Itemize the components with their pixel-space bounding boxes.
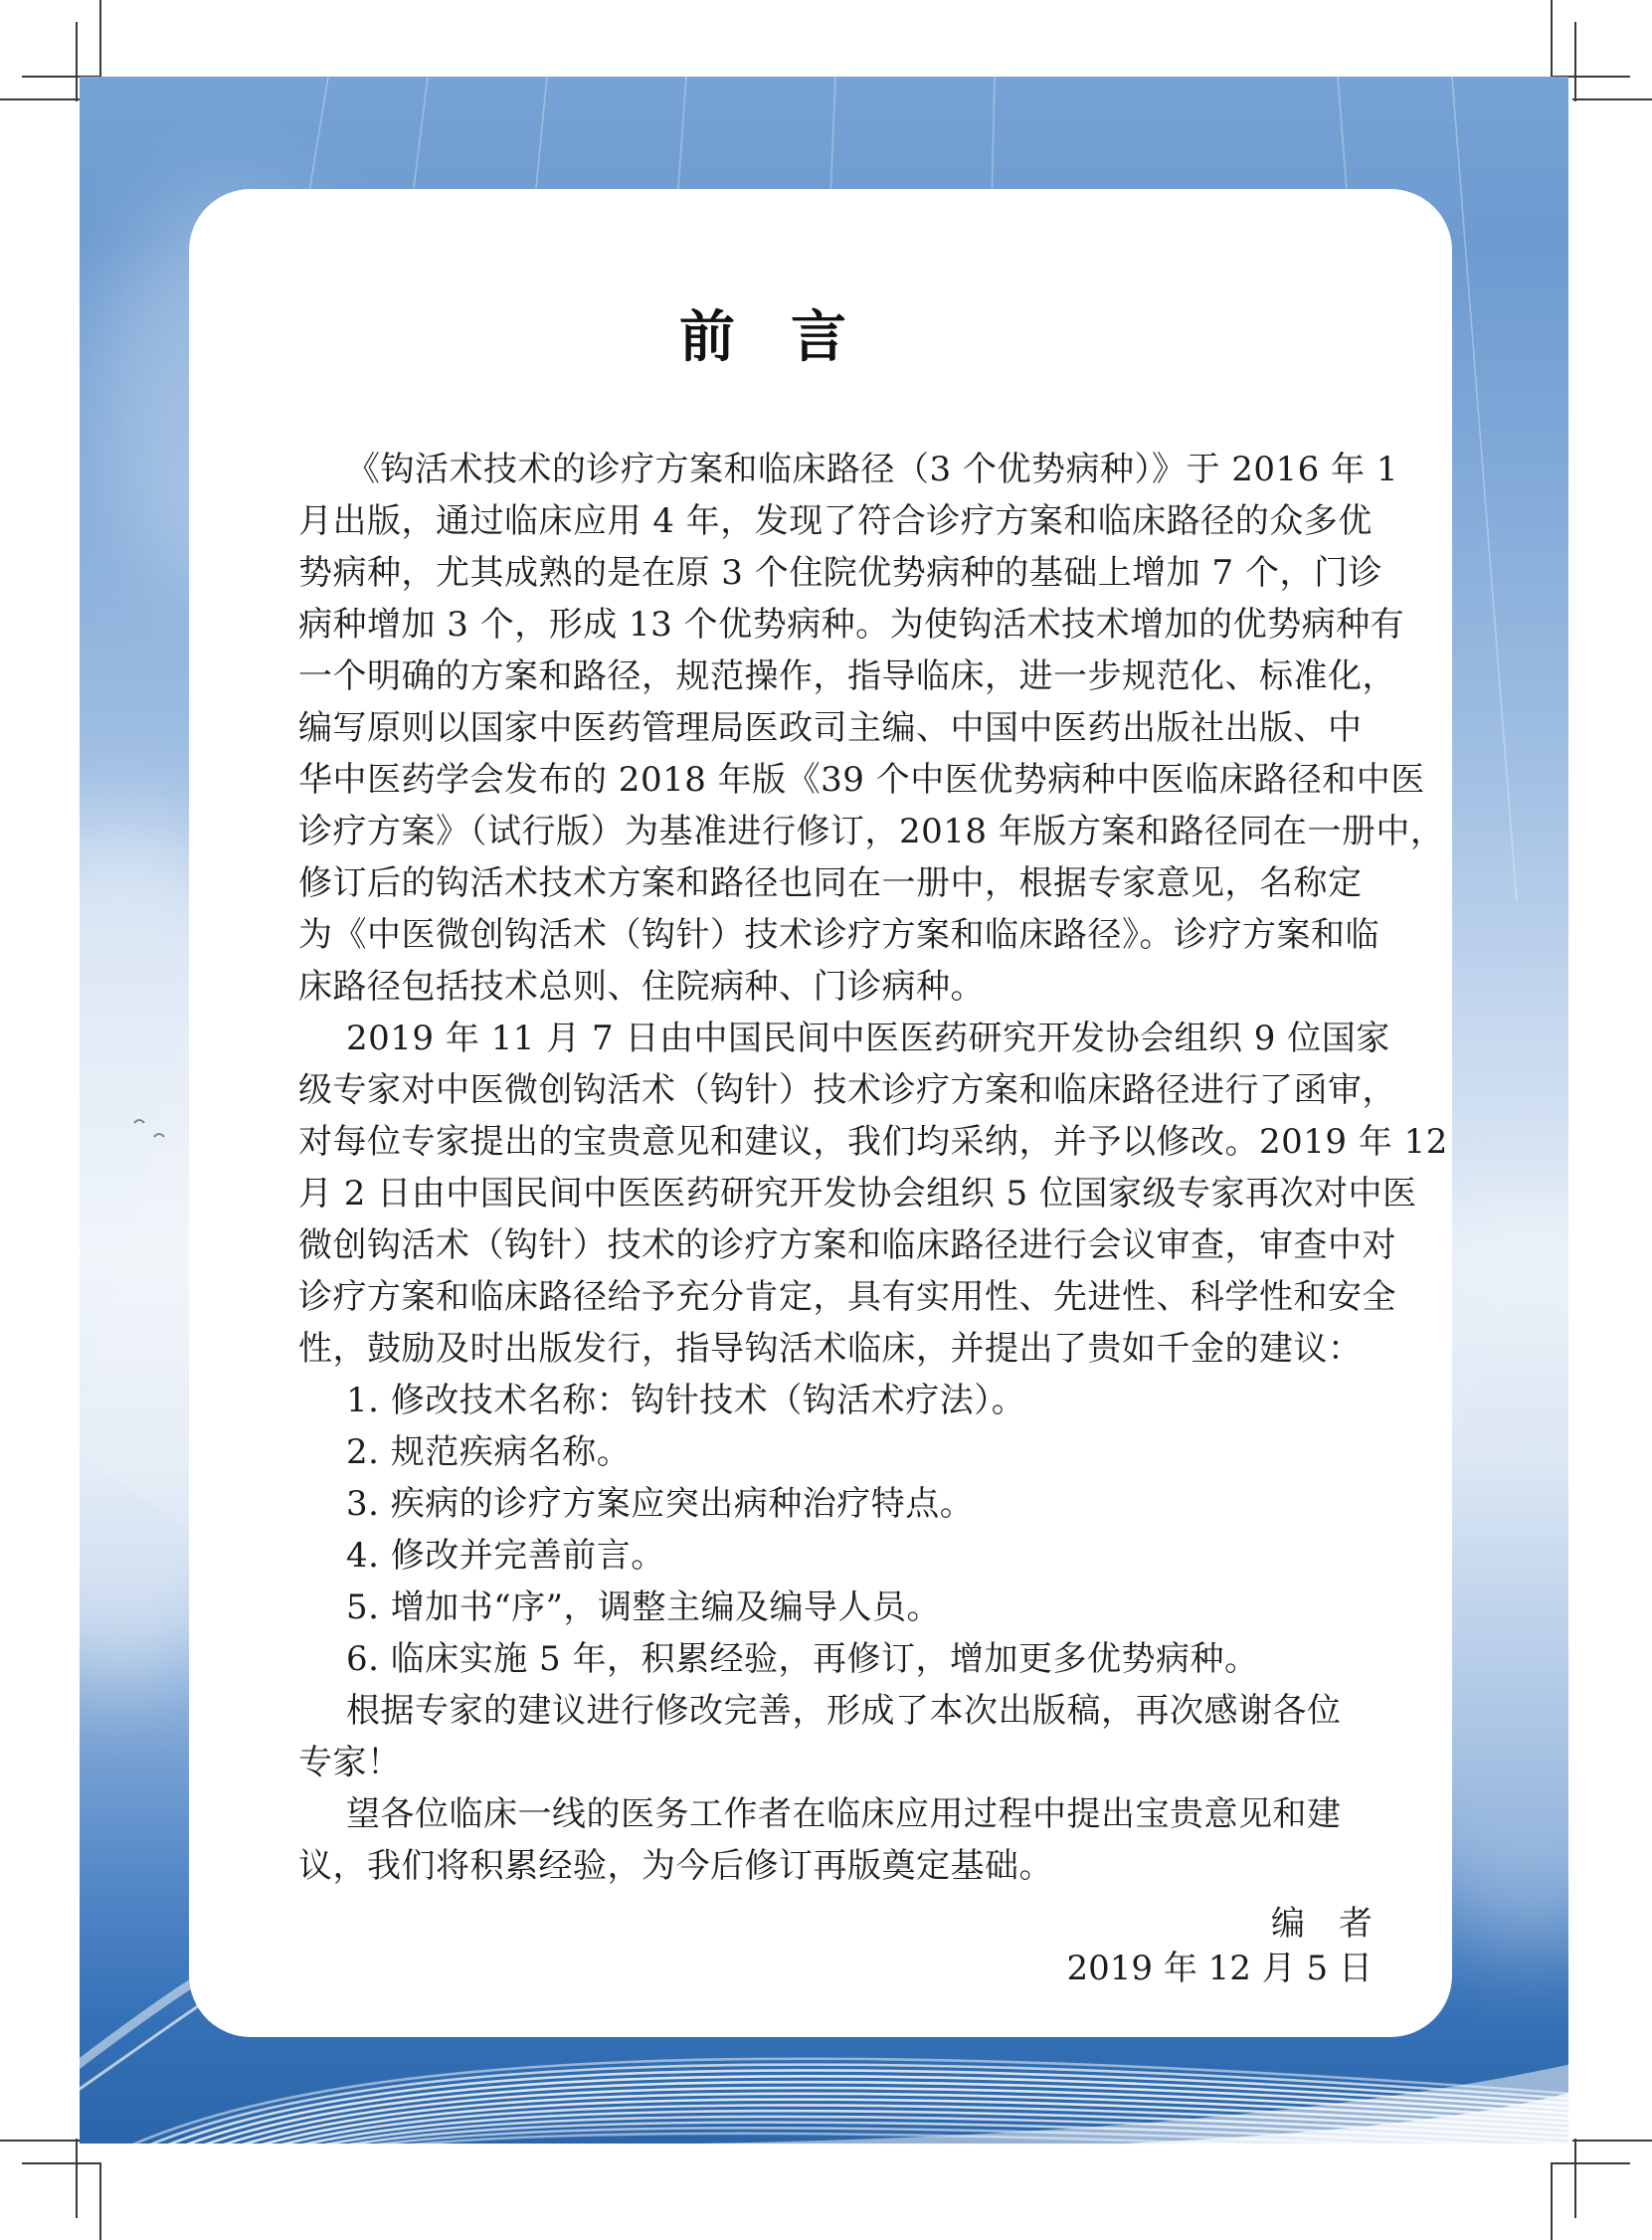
list-item: 1. 修改技术名称：钩针技术（钩活术疗法）。 xyxy=(346,1381,1026,1420)
body-line: 编写原则以国家中医药管理局医政司主编、中国中医药出版社出版、中 xyxy=(298,708,1363,748)
list-item: 3. 疾病的诊疗方案应突出病种治疗特点。 xyxy=(346,1484,975,1524)
body-line: 床路径包括技术总则、住院病种、门诊病种。 xyxy=(298,967,985,1007)
preface-body xyxy=(298,444,1448,1892)
page-title: 前 言 xyxy=(679,305,846,370)
signature-date: 2019 年 12 月 5 日 xyxy=(1066,1949,1373,1988)
body-line: 级专家对中医微创钩活术（钩针）技术诊疗方案和临床路径进行了函审， xyxy=(298,1070,1396,1110)
body-line: 微创钩活术（钩针）技术的诊疗方案和临床路径进行会议审查，审查中对 xyxy=(298,1225,1396,1265)
body-line: 为《中医微创钩活术（钩针）技术诊疗方案和临床路径》。诊疗方案和临 xyxy=(298,915,1379,955)
body-line: 修订后的钩活术技术方案和路径也同在一册中，根据专家意见，名称定 xyxy=(298,863,1363,903)
body-line: 病种增加 3 个，形成 13 个优势病种。为使钩活术技术增加的优势病种有 xyxy=(298,605,1405,645)
body-line: 根据专家的建议进行修改完善，形成了本次出版稿，再次感谢各位 xyxy=(346,1691,1342,1731)
body-line: 对每位专家提出的宝贵意见和建议，我们均采纳，并予以修改。2019 年 12 xyxy=(298,1122,1448,1162)
list-item: 6. 临床实施 5 年，积累经验，再修订，增加更多优势病种。 xyxy=(346,1639,1259,1679)
body-line: 议，我们将积累经验，为今后修订再版奠定基础。 xyxy=(298,1846,1053,1886)
body-line: 专家！ xyxy=(298,1743,402,1782)
list-item: 4. 修改并完善前言。 xyxy=(346,1536,665,1576)
signature: 编 者 xyxy=(1271,1904,1373,1944)
body-line: 《钩活术技术的诊疗方案和临床路径（3 个优势病种）》于 2016 年 1 xyxy=(346,450,1399,489)
body-line: 一个明确的方案和路径，规范操作，指导临床，进一步规范化、标准化， xyxy=(298,656,1396,696)
body-line: 2019 年 11 月 7 日由中国民间中医医药研究开发协会组织 9 位国家 xyxy=(346,1019,1390,1058)
body-line: 诊疗方案和临床路径给予充分肯定，具有实用性、先进性、科学性和安全 xyxy=(298,1277,1396,1317)
list-item: 5. 增加书“序”，调整主编及编导人员。 xyxy=(346,1587,942,1627)
list-item: 2. 规范疾病名称。 xyxy=(346,1432,632,1472)
body-line: 诊疗方案》（试行版）为基准进行修订，2018 年版方案和路径同在一册中， xyxy=(298,812,1445,851)
body-line: 性，鼓励及时出版发行，指导钩活术临床，并提出了贵如千金的建议： xyxy=(298,1329,1363,1369)
body-line: 势病种，尤其成熟的是在原 3 个住院优势病种的基础上增加 7 个，门诊 xyxy=(298,553,1382,593)
signature-block xyxy=(298,1902,1377,1991)
body-line: 月 2 日由中国民间中医医药研究开发协会组织 5 位国家级专家再次对中医 xyxy=(298,1174,1417,1213)
body-line: 望各位临床一线的医务工作者在临床应用过程中提出宝贵意见和建 xyxy=(346,1794,1342,1834)
content-card xyxy=(189,189,1452,2037)
body-line: 月出版，通过临床应用 4 年，发现了符合诊疗方案和临床路径的众多优 xyxy=(298,501,1373,541)
body-line: 华中医药学会发布的 2018 年版《39 个中医优势病种中医临床路径和中医 xyxy=(298,760,1425,800)
